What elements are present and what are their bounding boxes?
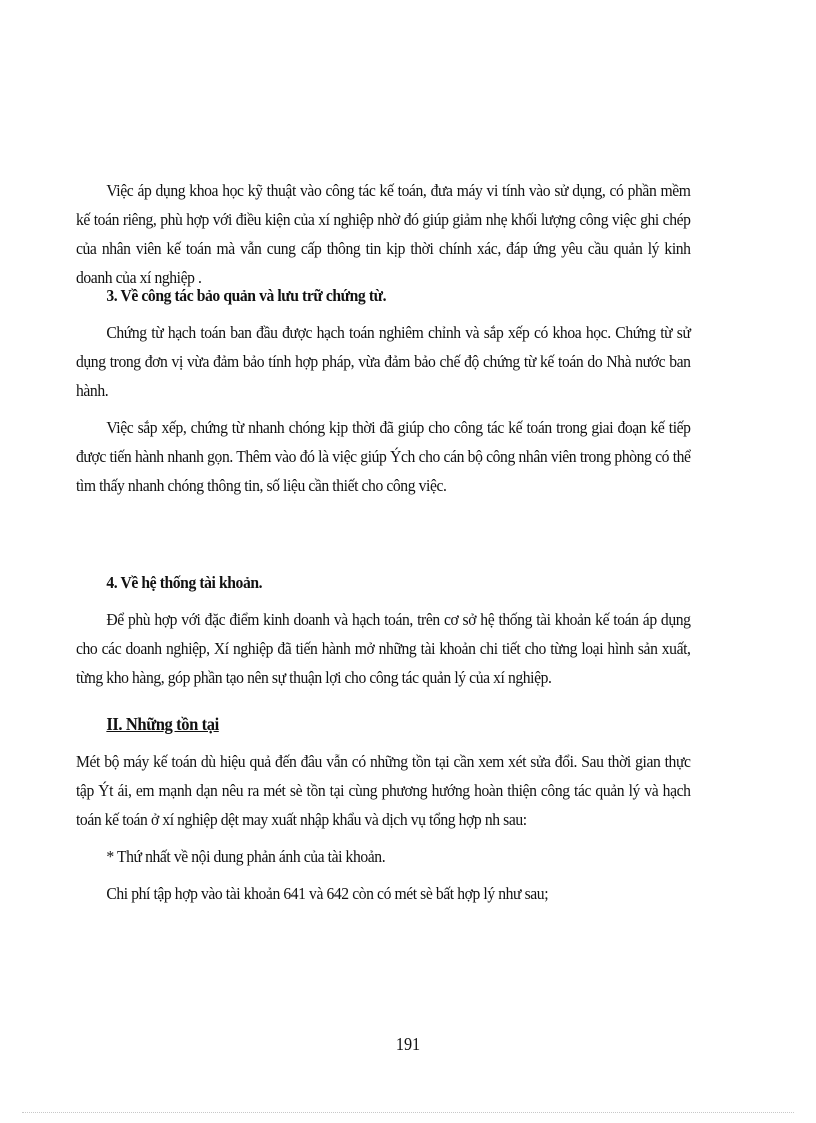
block-intro	[76, 176, 691, 292]
section-4-paragraph: Để phù hợp với đặc điểm kinh doanh và hạch toán, trên cơ sở hệ thống tài khoản kế toán áp dụng cho các doanh nghiệp, Xí nghiệp đã tiến hành mở những tài khoản chi tiết cho từng loại hình sản xuất, từng kho hàng, góp phần tạo nên sự thuận lợi cho công tác quản lý của xí nghiệp.	[76, 610, 691, 687]
section-ii-intro: Mét bộ máy kế toán dù hiệu quả đến đâu vẫn có những tồn tại cần xem xét sửa đổi. Sau thời gian thực tập Ýt ái, em mạnh dạn nêu ra mét sè tồn tại cùng phương hướng hoàn thiện công tác quản lý và hạch toán kế toán ở xí nghiệp dệt may xuất nhập khẩu và dịch vụ tổng hợp nh sau:	[76, 752, 691, 829]
section-4-heading: 4. Về hệ thống tài khoản.	[106, 573, 263, 592]
page-number: 191	[395, 1034, 421, 1054]
block-section-4	[76, 568, 691, 692]
section-3-heading: 3. Về công tác bảo quản và lưu trữ chứng từ.	[106, 286, 387, 305]
footer-dotted-rule	[22, 1112, 794, 1113]
block-section-ii	[76, 710, 691, 908]
block-section-3	[76, 281, 691, 500]
section-3-paragraph-1: Chứng từ hạch toán ban đầu được hạch toán nghiêm chỉnh và sắp xếp có khoa học. Chứng từ sử dụng trong đơn vị vừa đảm bảo tính hợp pháp, vừa đảm bảo chế độ chứng từ kế toán do Nhà nước ban hành.	[76, 323, 691, 400]
section-ii-item-1-detail: Chi phí tập hợp vào tài khoản 641 và 642 còn có mét sè bất hợp lý như sau;	[106, 884, 549, 903]
paragraph-intro: Việc áp dụng khoa học kỹ thuật vào công tác kế toán, đưa máy vi tính vào sử dụng, có phần mềm kế toán riêng, phù hợp với điều kiện của xí nghiệp nhờ đó giúp giảm nhẹ khối lượng công việc ghi chép của nhân viên kế toán mà vẫn cung cấp thông tin kịp thời chính xác, đáp ứng yêu cầu quản lý kinh doanh của xí nghiệp .	[76, 181, 691, 287]
section-3-paragraph-2: Việc sắp xếp, chứng từ nhanh chóng kịp thời đã giúp cho công tác kế toán trong giai đoạn kế tiếp được tiến hành nhanh gọn. Thêm vào đó là việc giúp Ých cho cán bộ công nhân viên trong phòng có thể tìm thấy nhanh chóng thông tin, số liệu cần thiết cho công việc.	[76, 418, 691, 495]
section-ii-heading	[76, 710, 691, 739]
section-ii-item-1: * Thứ nhất về nội dung phản ánh của tài khoản.	[106, 847, 386, 866]
section-ii-heading-text: II. Những tồn tại	[106, 714, 219, 734]
